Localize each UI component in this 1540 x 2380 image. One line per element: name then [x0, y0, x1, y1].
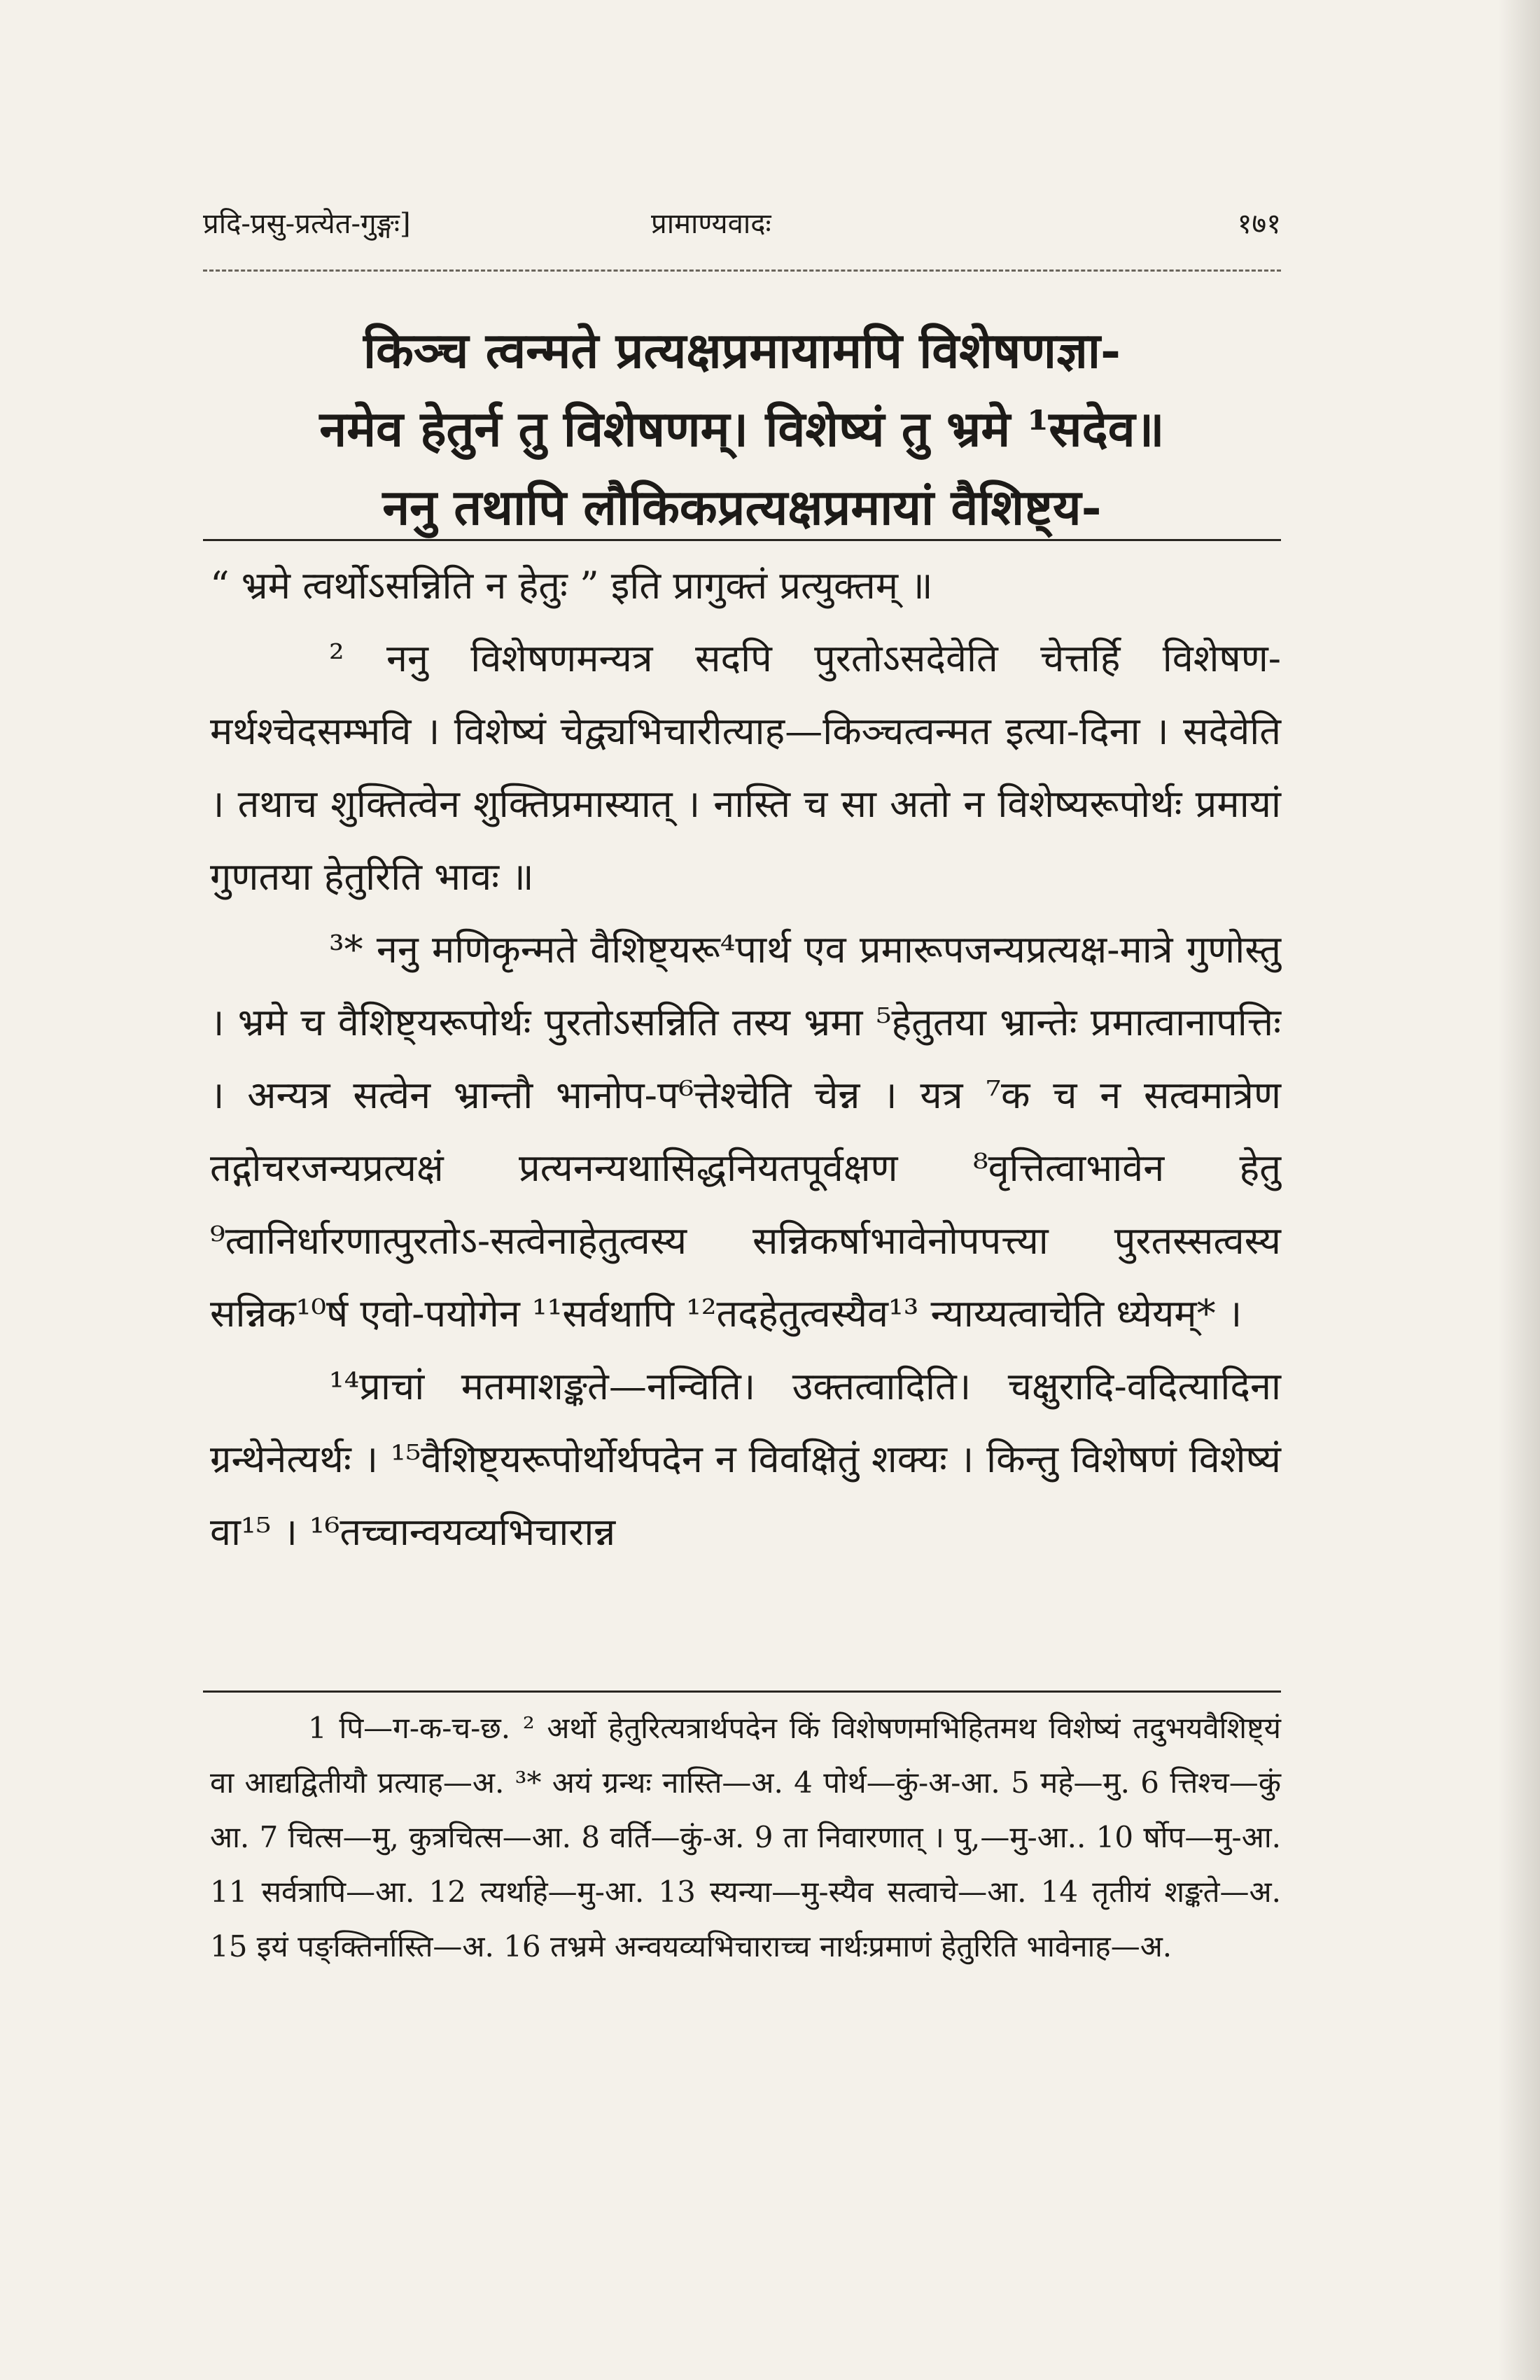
root-text-line: ननु तथापि लौकिकप्रत्यक्षप्रमायां वैशिष्ट्य-	[382, 478, 1102, 536]
page-number: १७१	[1237, 208, 1281, 240]
commentary-paragraph: ² ननु विशेषणमन्यत्र सदपि पुरतोऽसदेवेति चेत्तर्हि विशेषण-मर्थश्चेदसम्भवि । विशेष्यं चेद्व्यभिचारीत्याह—किञ्चत्वन्मत इत्या-दिना । सदेवेति । तथाच शुक्तित्वेन शुक्तिप्रमास्यात् । नास्ति च सा अतो न विशेष्यरूपोर्थः प्रमायां गुणतया हेतुरिति भावः ॥	[210, 636, 1281, 899]
commentary-paragraph: ³* ननु मणिकृन्मते वैशिष्ट्यरू⁴पार्थ एव प्रमारूपजन्यप्रत्यक्ष-मात्रे गुणोस्तु । भ्रमे च वैशिष्ट्यरूपोर्थः पुरतोऽसन्निति तस्य भ्रमा ⁵हेतुतया भ्रान्तेः प्रमात्वानापत्तिः । अन्यत्र सत्वेन भ्रान्तौ भानोप-प⁶त्तेश्चेति चेन्न । यत्र ⁷क च न सत्वमात्रेण तद्गोचरजन्यप्रत्यक्षं प्रत्यनन्यथासिद्धनियतपूर्वक्षण ⁸वृत्तित्वाभावेन हेतु ⁹त्वानिर्धारणात्पुरतोऽ-सत्वेनाहेतुत्वस्य सन्निकर्षाभावेनोपपत्त्या पुरतस्सत्वस्य सन्निक¹⁰र्ष एवो-पयोगेन ¹¹सर्वथापि ¹²तदहेतुत्वस्यैव¹³ न्याय्यत्वाचेति ध्येयम्* ।	[210, 927, 1281, 1336]
commentary	[210, 550, 1281, 1569]
header-rule	[203, 270, 1281, 272]
commentary-paragraph: “ भ्रमे त्वर्थोऽसन्निति न हेतुः ” इति प्रागुक्तं प्रत्युक्तम् ॥	[210, 564, 933, 608]
commentary-paragraph: ¹⁴प्राचां मतमाशङ्कते—नन्विति। उक्तत्वादिति। चक्षुरादि-वदित्यादिना ग्रन्थेनेत्यर्थः । ¹⁵वैशिष्ट्यरूपोर्थोर्थपदेन न विवक्षितुं शक्यः । किन्तु विशेषणं विशेष्यं वा¹⁵ । ¹⁶तच्चान्वयव्यभिचारान्न	[210, 1364, 1281, 1554]
footnote-rule	[203, 1690, 1281, 1693]
footnote-text: 1 पि—ग-क-च-छ. ² अर्थो हेतुरित्यत्रार्थपदेन किं विशेषणमभिहितमथ विशेष्यं तदुभयवैशिष्ट्यं वा आद्यद्वितीयौ प्रत्याह—अ. ³* अयं ग्रन्थः नास्ति—अ. 4 पोर्थ—कुं-अ-आ. 5 महे—मु. 6 त्तिश्च—कुं आ. 7 चित्स—मु, कुत्रचित्स—आ. 8 वर्ति—कुं-अ. 9 ता निवारणात् । पु,—मु-आ.. 10 र्षोप—मु-आ. 11 सर्वत्रापि—आ. 12 त्यर्थाहे—मु-आ. 13 स्यन्या—मु-स्यैव सत्वाचे—आ. 14 तृतीयं शङ्कते—अ. 15 इयं पङ्क्तिर्नास्ति—अ. 16 तभ्रमे अन्वयव्यभिचाराच्च नार्थःप्रमाणं हेतुरिति भावेनाह—अ.	[210, 1711, 1281, 1963]
running-head-title: प्रामाण्यवादः	[651, 208, 771, 240]
page-edge-shadow	[1498, 0, 1540, 2380]
root-text	[210, 312, 1274, 547]
root-text-rule	[203, 539, 1281, 541]
root-text-line: किञ्च त्वन्मते प्रत्यक्षप्रमायामपि विशेषणज्ञा-	[363, 321, 1121, 379]
page-header	[203, 196, 1281, 252]
running-head-left: प्रदि-प्रसु-प्रत्येत-गुङ्गः]	[203, 208, 411, 240]
footnotes	[210, 1701, 1281, 1974]
root-text-line: नमेव हेतुर्न तु विशेषणम्। विशेष्यं तु भ्रमे ¹सदेव॥	[319, 400, 1165, 458]
